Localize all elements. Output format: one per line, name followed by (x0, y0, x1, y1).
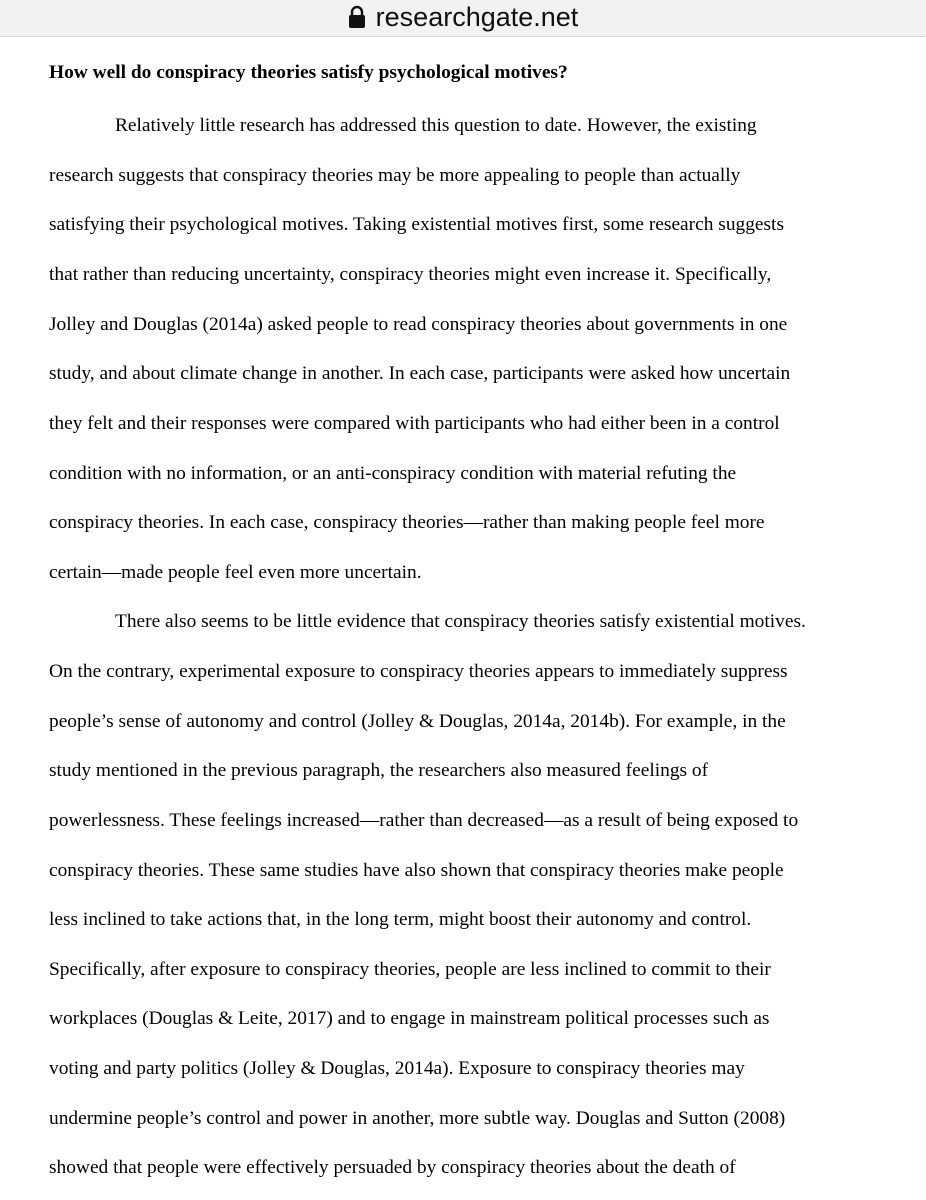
text-line: Jolley and Douglas (2014a) asked people to read conspiracy theories about governments in one (49, 314, 788, 335)
text-line: condition with no information, or an anti-conspiracy condition with material refuting the (49, 463, 737, 484)
text-line: they felt and their responses were compared with participants who had either been in a control (49, 413, 780, 434)
text-line: that rather than reducing uncertainty, conspiracy theories might even increase it. Specifically, (49, 264, 772, 285)
text-line: people’s sense of autonomy and control (Jolley & Douglas, 2014a, 2014b). For example, in the (49, 711, 786, 732)
lock-icon (348, 5, 366, 29)
text-line: On the contrary, experimental exposure to conspiracy theories appears to immediately suppress (49, 661, 788, 682)
url-text: researchgate.net (375, 1, 579, 32)
section-heading: How well do conspiracy theories satisfy psychological motives? (49, 62, 568, 83)
text-line: conspiracy theories. In each case, conspiracy theories—rather than making people feel more (49, 512, 765, 533)
text-line: There also seems to be little evidence that conspiracy theories satisfy existential motives. (115, 611, 806, 632)
address-bar[interactable] (0, 0, 926, 37)
text-line: Relatively little research has addressed this question to date. However, the existing (115, 115, 757, 136)
text-line: study mentioned in the previous paragraph, the researchers also measured feelings of (49, 760, 709, 781)
text-line: less inclined to take actions that, in the long term, might boost their autonomy and control. (49, 909, 752, 930)
text-line: workplaces (Douglas & Leite, 2017) and to engage in mainstream political processes such as (49, 1008, 770, 1029)
text-line: showed that people were effectively persuaded by conspiracy theories about the death of (49, 1157, 736, 1178)
text-line: study, and about climate change in another. In each case, participants were asked how uncertain (49, 363, 791, 384)
text-line: undermine people’s control and power in another, more subtle way. Douglas and Sutton (2008) (49, 1108, 786, 1129)
text-line: Specifically, after exposure to conspiracy theories, people are less inclined to commit to their (49, 959, 771, 980)
text-line: conspiracy theories. These same studies have also shown that conspiracy theories make people (49, 860, 784, 881)
text-line: satisfying their psychological motives. Taking existential motives first, some research suggests (49, 214, 784, 235)
text-line: certain—made people feel even more uncertain. (49, 562, 422, 583)
text-line: research suggests that conspiracy theories may be more appealing to people than actually (49, 165, 741, 186)
document-page (0, 36, 926, 1200)
text-line: powerlessness. These feelings increased—rather than decreased—as a result of being exposed to (49, 810, 799, 831)
address-content (348, 2, 579, 33)
text-line: voting and party politics (Jolley & Douglas, 2014a). Exposure to conspiracy theories may (49, 1058, 745, 1079)
